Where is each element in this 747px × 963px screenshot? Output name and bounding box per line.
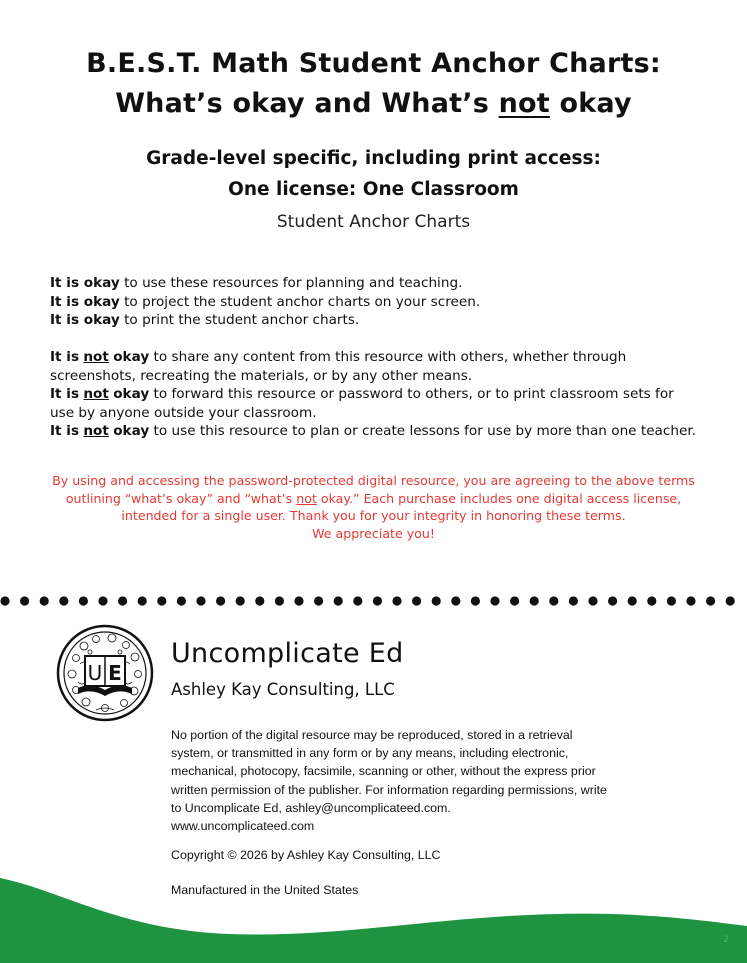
title-line-1: B.E.S.T. Math Student Anchor Charts: (86, 48, 661, 79)
okay-item: It is okay to print the student anchor charts. (50, 312, 360, 329)
divider-dot (40, 596, 49, 605)
legal-line: system, or transmitted in any form or by any means, including electronic, (171, 746, 569, 761)
legal-line: No portion of the digital resource may be reproduced, stored in a retrieval (171, 728, 573, 742)
divider-dot (157, 596, 166, 605)
divider-dot (588, 596, 597, 605)
notice-appreciation: We appreciate you! (312, 525, 435, 541)
divider-dot (510, 596, 519, 605)
okay-list (50, 274, 700, 330)
divider-dot (314, 596, 323, 605)
dotted-divider (0, 594, 747, 608)
not-okay-list (50, 348, 700, 441)
divider-dot (294, 596, 303, 605)
green-wave-footer (0, 860, 747, 963)
divider-dot (432, 596, 441, 605)
divider-dot (549, 596, 558, 605)
notice-line: intended for a single user. Thank you for your integrity in honoring these terms. (121, 508, 626, 524)
divider-dot (353, 596, 362, 605)
title-underlined-not: not (498, 88, 550, 119)
company-name: Ashley Kay Consulting, LLC (171, 680, 395, 699)
divider-dot (392, 596, 401, 605)
divider-dot (706, 596, 715, 605)
website-link[interactable]: www.uncomplicateed.com (171, 819, 315, 834)
divider-dot (412, 596, 421, 605)
divider-dot (20, 596, 29, 605)
notice-line: By using and accessing the password-protected digital resource, you are agreeing to the above terms (52, 473, 695, 488)
page-title (0, 44, 747, 124)
divider-dot (177, 596, 186, 605)
divider-dot (138, 596, 147, 605)
publisher-name: Uncomplicate Ed (171, 638, 404, 669)
terms-notice (40, 472, 707, 542)
logo-letter-e: E (108, 661, 122, 685)
divider-dot (647, 596, 656, 605)
title-line-2-part-1: What’s okay and What’s (115, 88, 489, 119)
not-okay-item: It is not okay to forward this resource or password to others, or to print classroom sets for use by anyone outside your classroom. (50, 386, 674, 421)
divider-dot (196, 596, 205, 605)
legal-line: written permission of the publisher. For information regarding permissions, write (171, 782, 607, 797)
divider-dot (471, 596, 480, 605)
copyright-notice: Copyright © 2026 by Ashley Kay Consulting, LLC (171, 848, 441, 862)
logo-letter-u: U (87, 661, 103, 685)
subtitle-grade-level: Grade-level specific, including print access: (146, 148, 601, 169)
divider-dot (726, 596, 735, 605)
okay-item: It is okay to project the student anchor charts on your screen. (50, 293, 481, 310)
subtitle-product: Student Anchor Charts (276, 212, 471, 232)
divider-dot (118, 596, 127, 605)
uncomplicate-ed-logo (56, 624, 154, 722)
subtitle-license: One license: One Classroom (228, 179, 519, 200)
page-number: 2 (723, 935, 729, 945)
legal-line: to Uncomplicate Ed, ashley@uncomplicateed.com. (171, 800, 451, 815)
manufactured-notice: Manufactured in the United States (171, 883, 359, 897)
divider-dot (275, 596, 284, 605)
divider-dot (608, 596, 617, 605)
divider-dot (216, 596, 225, 605)
notice-line: outlining “what’s okay” and “what’s not okay.” Each purchase includes one digital access license, (65, 490, 682, 506)
not-okay-item: It is not okay to use this resource to plan or create lessons for use by more than one teacher. (50, 423, 697, 440)
divider-dot (255, 596, 264, 605)
legal-notice (171, 726, 641, 835)
divider-dot (569, 596, 578, 605)
divider-dot (451, 596, 460, 605)
okay-item: It is okay to use these resources for planning and teaching. (50, 275, 463, 291)
divider-dot (373, 596, 382, 605)
divider-dot (0, 596, 9, 605)
divider-dot (334, 596, 343, 605)
divider-dot (79, 596, 88, 605)
divider-dot (628, 596, 637, 605)
divider-dot (236, 596, 245, 605)
divider-dot (530, 596, 539, 605)
legal-line: mechanical, photocopy, facsimile, scanning or other, without the express prior (171, 764, 596, 779)
title-line-2-part-2: okay (559, 88, 632, 119)
not-okay-item: It is not okay to share any content from this resource with others, whether through screenshots, recreating the materials, or by any other means. (50, 349, 627, 384)
divider-dot (667, 596, 676, 605)
divider-dot (59, 596, 68, 605)
divider-dot (98, 596, 107, 605)
divider-dot (686, 596, 695, 605)
divider-dot (490, 596, 499, 605)
